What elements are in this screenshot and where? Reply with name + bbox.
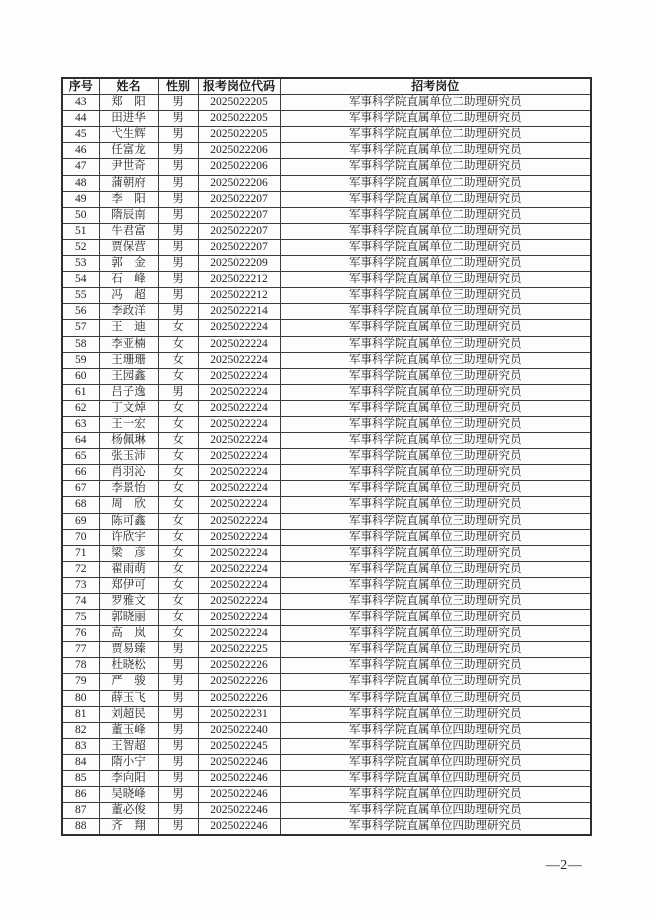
code-cell: 2025022206 xyxy=(198,159,280,175)
table-row xyxy=(62,320,591,336)
name-cell: 严 骏 xyxy=(99,674,158,690)
table-row xyxy=(62,803,591,819)
gender-cell: 男 xyxy=(158,722,198,738)
code-cell: 2025022231 xyxy=(198,706,280,722)
position-cell: 军事科学院直属单位三助理研究员 xyxy=(280,433,591,449)
gender-cell: 男 xyxy=(158,256,198,272)
code-cell: 2025022207 xyxy=(198,191,280,207)
code-cell: 2025022212 xyxy=(198,288,280,304)
position-cell: 军事科学院直属单位四助理研究员 xyxy=(280,738,591,754)
code-cell: 2025022246 xyxy=(198,803,280,819)
position-cell: 军事科学院直属单位三助理研究员 xyxy=(280,481,591,497)
gender-cell: 男 xyxy=(158,175,198,191)
code-cell: 2025022224 xyxy=(198,465,280,481)
column-header-gender: 性别 xyxy=(158,78,198,95)
position-cell: 军事科学院直属单位三助理研究员 xyxy=(280,288,591,304)
gender-cell: 女 xyxy=(158,320,198,336)
serial-cell: 51 xyxy=(62,223,99,239)
gender-cell: 男 xyxy=(158,127,198,143)
code-cell: 2025022224 xyxy=(198,610,280,626)
gender-cell: 男 xyxy=(158,223,198,239)
name-cell: 许欣宇 xyxy=(99,529,158,545)
code-cell: 2025022246 xyxy=(198,787,280,803)
position-cell: 军事科学院直属单位二助理研究员 xyxy=(280,239,591,255)
gender-cell: 男 xyxy=(158,787,198,803)
position-cell: 军事科学院直属单位四助理研究员 xyxy=(280,771,591,787)
code-cell: 2025022207 xyxy=(198,223,280,239)
serial-cell: 67 xyxy=(62,481,99,497)
position-cell: 军事科学院直属单位三助理研究员 xyxy=(280,706,591,722)
serial-cell: 71 xyxy=(62,545,99,561)
gender-cell: 男 xyxy=(158,143,198,159)
table-row xyxy=(62,819,591,836)
name-cell: 董必俊 xyxy=(99,803,158,819)
table-row xyxy=(62,529,591,545)
code-cell: 2025022224 xyxy=(198,336,280,352)
serial-cell: 83 xyxy=(62,738,99,754)
serial-cell: 88 xyxy=(62,819,99,836)
table-row xyxy=(62,787,591,803)
table-row xyxy=(62,561,591,577)
name-cell: 郑 阳 xyxy=(99,95,158,111)
gender-cell: 男 xyxy=(158,159,198,175)
gender-cell: 男 xyxy=(158,384,198,400)
gender-cell: 男 xyxy=(158,771,198,787)
code-cell: 2025022205 xyxy=(198,111,280,127)
table-row xyxy=(62,465,591,481)
code-cell: 2025022207 xyxy=(198,239,280,255)
name-cell: 罗雅文 xyxy=(99,594,158,610)
position-cell: 军事科学院直属单位三助理研究员 xyxy=(280,465,591,481)
name-cell: 隋小宁 xyxy=(99,754,158,770)
name-cell: 王珊珊 xyxy=(99,352,158,368)
table-row xyxy=(62,368,591,384)
table-row xyxy=(62,127,591,143)
position-cell: 军事科学院直属单位三助理研究员 xyxy=(280,577,591,593)
position-cell: 军事科学院直属单位二助理研究员 xyxy=(280,143,591,159)
column-header-code: 报考岗位代码 xyxy=(198,78,280,95)
table-row xyxy=(62,771,591,787)
position-cell: 军事科学院直属单位三助理研究员 xyxy=(280,529,591,545)
name-cell: 薛玉飞 xyxy=(99,690,158,706)
table-row xyxy=(62,754,591,770)
position-cell: 军事科学院直属单位三助理研究员 xyxy=(280,594,591,610)
column-header-serial: 序号 xyxy=(62,78,99,95)
serial-cell: 81 xyxy=(62,706,99,722)
code-cell: 2025022226 xyxy=(198,674,280,690)
name-cell: 李亚楠 xyxy=(99,336,158,352)
code-cell: 2025022224 xyxy=(198,416,280,432)
position-cell: 军事科学院直属单位三助理研究员 xyxy=(280,304,591,320)
gender-cell: 女 xyxy=(158,352,198,368)
position-cell: 军事科学院直属单位二助理研究员 xyxy=(280,95,591,111)
page-number: —2— xyxy=(545,858,583,873)
name-cell: 尹世奇 xyxy=(99,159,158,175)
serial-cell: 76 xyxy=(62,626,99,642)
position-cell: 军事科学院直属单位四助理研究员 xyxy=(280,787,591,803)
position-cell: 军事科学院直属单位二助理研究员 xyxy=(280,159,591,175)
serial-cell: 43 xyxy=(62,95,99,111)
code-cell: 2025022206 xyxy=(198,143,280,159)
code-cell: 2025022214 xyxy=(198,304,280,320)
gender-cell: 男 xyxy=(158,111,198,127)
gender-cell: 男 xyxy=(158,642,198,658)
name-cell: 王园鑫 xyxy=(99,368,158,384)
code-cell: 2025022240 xyxy=(198,722,280,738)
gender-cell: 女 xyxy=(158,610,198,626)
name-cell: 贾保营 xyxy=(99,239,158,255)
name-cell: 王 迪 xyxy=(99,320,158,336)
serial-cell: 48 xyxy=(62,175,99,191)
table-row xyxy=(62,642,591,658)
gender-cell: 女 xyxy=(158,368,198,384)
name-cell: 田进华 xyxy=(99,111,158,127)
code-cell: 2025022205 xyxy=(198,95,280,111)
table-row xyxy=(62,690,591,706)
gender-cell: 女 xyxy=(158,465,198,481)
table-row xyxy=(62,95,591,111)
name-cell: 张玉沛 xyxy=(99,449,158,465)
gender-cell: 男 xyxy=(158,272,198,288)
name-cell: 牛君富 xyxy=(99,223,158,239)
serial-cell: 44 xyxy=(62,111,99,127)
position-cell: 军事科学院直属单位四助理研究员 xyxy=(280,803,591,819)
serial-cell: 66 xyxy=(62,465,99,481)
position-cell: 军事科学院直属单位三助理研究员 xyxy=(280,449,591,465)
applicant-roster-table xyxy=(61,77,592,836)
serial-cell: 52 xyxy=(62,239,99,255)
name-cell: 李政洋 xyxy=(99,304,158,320)
serial-cell: 70 xyxy=(62,529,99,545)
serial-cell: 79 xyxy=(62,674,99,690)
position-cell: 军事科学院直属单位三助理研究员 xyxy=(280,320,591,336)
serial-cell: 54 xyxy=(62,272,99,288)
serial-cell: 45 xyxy=(62,127,99,143)
code-cell: 2025022224 xyxy=(198,384,280,400)
gender-cell: 男 xyxy=(158,239,198,255)
name-cell: 丁文焯 xyxy=(99,400,158,416)
gender-cell: 女 xyxy=(158,416,198,432)
name-cell: 任富龙 xyxy=(99,143,158,159)
code-cell: 2025022224 xyxy=(198,368,280,384)
gender-cell: 女 xyxy=(158,400,198,416)
name-cell: 梁 彦 xyxy=(99,545,158,561)
name-cell: 蒲朝府 xyxy=(99,175,158,191)
position-cell: 军事科学院直属单位三助理研究员 xyxy=(280,416,591,432)
table-row xyxy=(62,449,591,465)
gender-cell: 男 xyxy=(158,191,198,207)
table-row xyxy=(62,384,591,400)
position-cell: 军事科学院直属单位二助理研究员 xyxy=(280,127,591,143)
code-cell: 2025022224 xyxy=(198,497,280,513)
serial-cell: 58 xyxy=(62,336,99,352)
column-header-position: 招考岗位 xyxy=(280,78,591,95)
name-cell: 王一宏 xyxy=(99,416,158,432)
code-cell: 2025022224 xyxy=(198,545,280,561)
gender-cell: 男 xyxy=(158,658,198,674)
position-cell: 军事科学院直属单位三助理研究员 xyxy=(280,545,591,561)
position-cell: 军事科学院直属单位三助理研究员 xyxy=(280,352,591,368)
code-cell: 2025022224 xyxy=(198,513,280,529)
position-cell: 军事科学院直属单位二助理研究员 xyxy=(280,175,591,191)
position-cell: 军事科学院直属单位三助理研究员 xyxy=(280,368,591,384)
name-cell: 王智超 xyxy=(99,738,158,754)
serial-cell: 61 xyxy=(62,384,99,400)
name-cell: 齐 翔 xyxy=(99,819,158,836)
position-cell: 军事科学院直属单位三助理研究员 xyxy=(280,674,591,690)
serial-cell: 84 xyxy=(62,754,99,770)
name-cell: 吕子逸 xyxy=(99,384,158,400)
gender-cell: 女 xyxy=(158,561,198,577)
position-cell: 军事科学院直属单位三助理研究员 xyxy=(280,658,591,674)
gender-cell: 女 xyxy=(158,449,198,465)
table-row xyxy=(62,191,591,207)
serial-cell: 53 xyxy=(62,256,99,272)
code-cell: 2025022226 xyxy=(198,658,280,674)
code-cell: 2025022207 xyxy=(198,207,280,223)
serial-cell: 78 xyxy=(62,658,99,674)
table-row xyxy=(62,272,591,288)
name-cell: 李 阳 xyxy=(99,191,158,207)
position-cell: 军事科学院直属单位三助理研究员 xyxy=(280,400,591,416)
position-cell: 军事科学院直属单位二助理研究员 xyxy=(280,207,591,223)
serial-cell: 57 xyxy=(62,320,99,336)
serial-cell: 86 xyxy=(62,787,99,803)
gender-cell: 男 xyxy=(158,754,198,770)
code-cell: 2025022246 xyxy=(198,819,280,836)
serial-cell: 68 xyxy=(62,497,99,513)
code-cell: 2025022224 xyxy=(198,577,280,593)
serial-cell: 47 xyxy=(62,159,99,175)
serial-cell: 62 xyxy=(62,400,99,416)
code-cell: 2025022245 xyxy=(198,738,280,754)
position-cell: 军事科学院直属单位三助理研究员 xyxy=(280,610,591,626)
table-row xyxy=(62,594,591,610)
code-cell: 2025022206 xyxy=(198,175,280,191)
name-cell: 刘超民 xyxy=(99,706,158,722)
table-row xyxy=(62,416,591,432)
serial-cell: 49 xyxy=(62,191,99,207)
gender-cell: 女 xyxy=(158,433,198,449)
column-header-name: 姓名 xyxy=(99,78,158,95)
gender-cell: 男 xyxy=(158,674,198,690)
table-row xyxy=(62,111,591,127)
gender-cell: 男 xyxy=(158,95,198,111)
gender-cell: 女 xyxy=(158,577,198,593)
gender-cell: 女 xyxy=(158,481,198,497)
name-cell: 郭 金 xyxy=(99,256,158,272)
serial-cell: 69 xyxy=(62,513,99,529)
table-row xyxy=(62,336,591,352)
table-row xyxy=(62,175,591,191)
table-row xyxy=(62,143,591,159)
position-cell: 军事科学院直属单位二助理研究员 xyxy=(280,191,591,207)
name-cell: 杜晓松 xyxy=(99,658,158,674)
name-cell: 吴晓峰 xyxy=(99,787,158,803)
table-row xyxy=(62,545,591,561)
position-cell: 军事科学院直属单位三助理研究员 xyxy=(280,513,591,529)
name-cell: 周 欣 xyxy=(99,497,158,513)
code-cell: 2025022209 xyxy=(198,256,280,272)
name-cell: 弋生辉 xyxy=(99,127,158,143)
code-cell: 2025022224 xyxy=(198,352,280,368)
table-row xyxy=(62,288,591,304)
position-cell: 军事科学院直属单位三助理研究员 xyxy=(280,642,591,658)
serial-cell: 59 xyxy=(62,352,99,368)
serial-cell: 50 xyxy=(62,207,99,223)
position-cell: 军事科学院直属单位三助理研究员 xyxy=(280,561,591,577)
table-row xyxy=(62,706,591,722)
name-cell: 冯 超 xyxy=(99,288,158,304)
serial-cell: 74 xyxy=(62,594,99,610)
serial-cell: 75 xyxy=(62,610,99,626)
serial-cell: 85 xyxy=(62,771,99,787)
gender-cell: 男 xyxy=(158,706,198,722)
position-cell: 军事科学院直属单位三助理研究员 xyxy=(280,272,591,288)
gender-cell: 男 xyxy=(158,690,198,706)
serial-cell: 55 xyxy=(62,288,99,304)
code-cell: 2025022224 xyxy=(198,449,280,465)
table-row xyxy=(62,400,591,416)
table-row xyxy=(62,626,591,642)
table-row xyxy=(62,513,591,529)
gender-cell: 男 xyxy=(158,819,198,836)
gender-cell: 女 xyxy=(158,336,198,352)
gender-cell: 男 xyxy=(158,738,198,754)
gender-cell: 女 xyxy=(158,545,198,561)
table-row xyxy=(62,658,591,674)
code-cell: 2025022224 xyxy=(198,594,280,610)
code-cell: 2025022224 xyxy=(198,433,280,449)
position-cell: 军事科学院直属单位三助理研究员 xyxy=(280,690,591,706)
code-cell: 2025022246 xyxy=(198,754,280,770)
table-row xyxy=(62,159,591,175)
position-cell: 军事科学院直属单位二助理研究员 xyxy=(280,223,591,239)
table-row xyxy=(62,674,591,690)
table-row xyxy=(62,722,591,738)
name-cell: 李景怡 xyxy=(99,481,158,497)
serial-cell: 82 xyxy=(62,722,99,738)
code-cell: 2025022225 xyxy=(198,642,280,658)
name-cell: 郑伊可 xyxy=(99,577,158,593)
name-cell: 杨佩琳 xyxy=(99,433,158,449)
gender-cell: 男 xyxy=(158,288,198,304)
name-cell: 肖羽沁 xyxy=(99,465,158,481)
code-cell: 2025022224 xyxy=(198,529,280,545)
serial-cell: 73 xyxy=(62,577,99,593)
position-cell: 军事科学院直属单位二助理研究员 xyxy=(280,111,591,127)
table-row xyxy=(62,256,591,272)
position-cell: 军事科学院直属单位三助理研究员 xyxy=(280,336,591,352)
code-cell: 2025022212 xyxy=(198,272,280,288)
serial-cell: 80 xyxy=(62,690,99,706)
serial-cell: 60 xyxy=(62,368,99,384)
serial-cell: 46 xyxy=(62,143,99,159)
name-cell: 贾易臻 xyxy=(99,642,158,658)
serial-cell: 87 xyxy=(62,803,99,819)
table-row xyxy=(62,239,591,255)
name-cell: 高 岚 xyxy=(99,626,158,642)
table-row xyxy=(62,577,591,593)
gender-cell: 女 xyxy=(158,513,198,529)
position-cell: 军事科学院直属单位三助理研究员 xyxy=(280,497,591,513)
table-row xyxy=(62,352,591,368)
gender-cell: 女 xyxy=(158,594,198,610)
serial-cell: 72 xyxy=(62,561,99,577)
table-row xyxy=(62,304,591,320)
table-row xyxy=(62,610,591,626)
serial-cell: 56 xyxy=(62,304,99,320)
code-cell: 2025022224 xyxy=(198,320,280,336)
position-cell: 军事科学院直属单位四助理研究员 xyxy=(280,754,591,770)
position-cell: 军事科学院直属单位二助理研究员 xyxy=(280,256,591,272)
serial-cell: 77 xyxy=(62,642,99,658)
name-cell: 董玉峰 xyxy=(99,722,158,738)
name-cell: 翟雨萌 xyxy=(99,561,158,577)
gender-cell: 女 xyxy=(158,626,198,642)
table-body xyxy=(62,95,591,836)
code-cell: 2025022226 xyxy=(198,690,280,706)
table-row xyxy=(62,481,591,497)
table-row xyxy=(62,207,591,223)
table-row xyxy=(62,433,591,449)
name-cell: 石 峰 xyxy=(99,272,158,288)
code-cell: 2025022224 xyxy=(198,400,280,416)
gender-cell: 男 xyxy=(158,304,198,320)
code-cell: 2025022224 xyxy=(198,481,280,497)
gender-cell: 男 xyxy=(158,803,198,819)
gender-cell: 女 xyxy=(158,497,198,513)
table-header-row xyxy=(62,78,591,95)
table-row xyxy=(62,738,591,754)
position-cell: 军事科学院直属单位四助理研究员 xyxy=(280,722,591,738)
code-cell: 2025022224 xyxy=(198,561,280,577)
gender-cell: 女 xyxy=(158,529,198,545)
name-cell: 郭晓丽 xyxy=(99,610,158,626)
table-row xyxy=(62,497,591,513)
position-cell: 军事科学院直属单位四助理研究员 xyxy=(280,819,591,836)
serial-cell: 63 xyxy=(62,416,99,432)
code-cell: 2025022205 xyxy=(198,127,280,143)
serial-cell: 65 xyxy=(62,449,99,465)
code-cell: 2025022246 xyxy=(198,771,280,787)
name-cell: 李向阳 xyxy=(99,771,158,787)
table-row xyxy=(62,223,591,239)
name-cell: 隋辰南 xyxy=(99,207,158,223)
name-cell: 陈可鑫 xyxy=(99,513,158,529)
code-cell: 2025022224 xyxy=(198,626,280,642)
position-cell: 军事科学院直属单位三助理研究员 xyxy=(280,384,591,400)
gender-cell: 男 xyxy=(158,207,198,223)
position-cell: 军事科学院直属单位三助理研究员 xyxy=(280,626,591,642)
serial-cell: 64 xyxy=(62,433,99,449)
